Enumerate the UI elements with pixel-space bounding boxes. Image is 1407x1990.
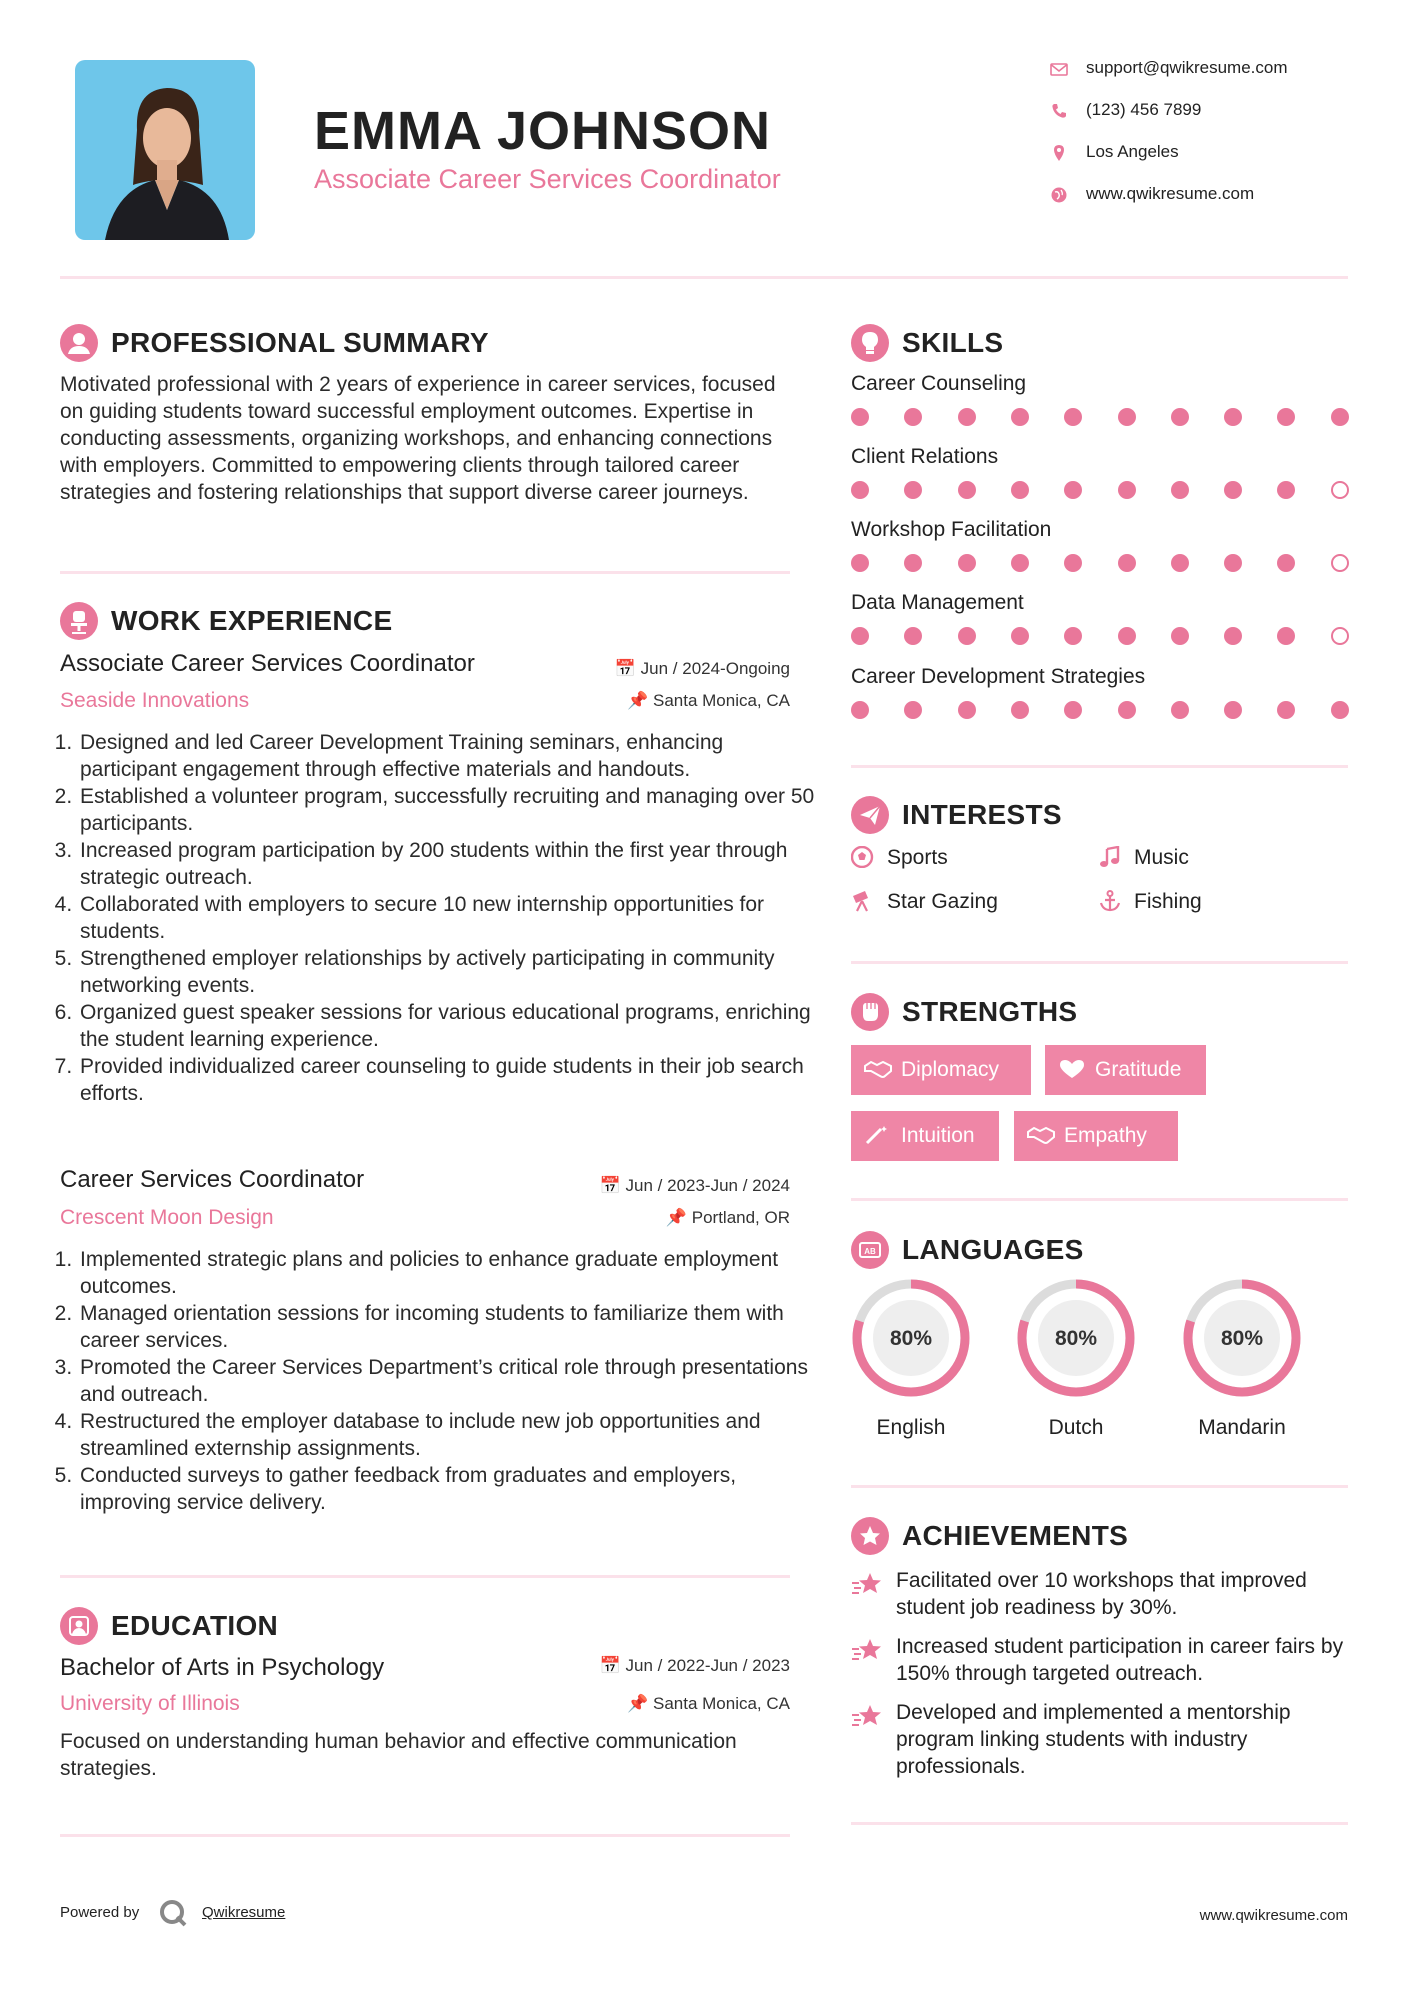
skill-dot-filled <box>1064 701 1082 719</box>
handshake-icon <box>863 1059 893 1079</box>
achievements-divider <box>851 1822 1348 1825</box>
language-percent: 80% <box>1220 1327 1264 1350</box>
interest-label: Music <box>1134 846 1189 869</box>
skill-dot-filled <box>1118 627 1136 645</box>
job-title: Career Services Coordinator <box>60 1166 365 1193</box>
skill-dot-filled <box>1171 701 1189 719</box>
education-location <box>627 1694 790 1714</box>
skill-dot-filled <box>1277 701 1295 719</box>
skill-dot-empty <box>1331 627 1349 645</box>
fist-icon <box>851 993 889 1031</box>
language-progress-ring <box>1181 1277 1303 1399</box>
summary-divider <box>60 571 790 574</box>
skill-dot-filled <box>1277 408 1295 426</box>
telescope-icon <box>851 890 875 912</box>
list-item: 2. Managed orientation sessions for incoming students to familiarize them with career services. <box>78 1300 818 1354</box>
profile-photo <box>75 60 255 240</box>
list-item: 4. Collaborated with employers to secure 10 new internship opportunities for students. <box>78 891 818 945</box>
job-company: Seaside Innovations <box>60 689 250 712</box>
interest-item <box>851 890 998 914</box>
skill-dot-filled <box>1118 408 1136 426</box>
skill-dot-filled <box>1224 408 1242 426</box>
job-company: Crescent Moon Design <box>60 1206 274 1229</box>
shooting-star-icon <box>851 1701 883 1731</box>
star-badge-icon <box>851 1517 889 1555</box>
skill-name: Career Counseling <box>851 372 1027 395</box>
list-item: 3. Promoted the Career Services Department’s critical role through presentations and outreach. <box>78 1354 818 1408</box>
skill-dot-filled <box>958 408 976 426</box>
language-item <box>1181 1277 1303 1440</box>
language-name: Dutch <box>1048 1416 1104 1439</box>
achievement-text: Developed and implemented a mentorship program linking students with industry professionals. <box>896 1701 1291 1778</box>
education-heading: EDUCATION <box>111 1610 279 1641</box>
skill-dot-filled <box>1064 408 1082 426</box>
skill-dot-filled <box>1011 408 1029 426</box>
svg-text:AB: AB <box>864 1247 876 1256</box>
contact-location-text: Los Angeles <box>1086 142 1179 161</box>
candidate-title: Associate Career Services Coordinator <box>314 164 781 194</box>
calendar-icon: 📅 <box>599 1656 621 1675</box>
skill-dot-filled <box>1064 554 1082 572</box>
achievements-heading: ACHIEVEMENTS <box>902 1520 1129 1551</box>
interests-heading: INTERESTS <box>902 799 1062 830</box>
skill-rating <box>851 627 1351 647</box>
skill-dot-filled <box>1171 627 1189 645</box>
languages-divider <box>851 1485 1348 1488</box>
globe-icon <box>1050 186 1068 204</box>
contact-website-text: www.qwikresume.com <box>1086 184 1255 203</box>
language-percent: 80% <box>1054 1327 1098 1350</box>
skill-rating <box>851 554 1351 574</box>
shooting-star-icon <box>851 1569 883 1599</box>
handshake-icon <box>1026 1125 1056 1145</box>
strength-label: Gratitude <box>1095 1058 1182 1081</box>
skill-dot-filled <box>851 481 869 499</box>
education-description: Focused on understanding human behavior and effective communication strategies. <box>60 1730 737 1780</box>
skill-dot-empty <box>1331 481 1349 499</box>
job-title: Associate Career Services Coordinator <box>60 650 475 677</box>
chair-icon <box>60 602 98 640</box>
skill-dot-filled <box>851 554 869 572</box>
job-date <box>600 1176 790 1196</box>
education-date-text: Jun / 2022-Jun / 2023 <box>625 1656 790 1675</box>
skill-dot-filled <box>851 627 869 645</box>
skill-dot-filled <box>1171 481 1189 499</box>
job-bullets <box>60 729 818 1107</box>
language-item <box>850 1277 972 1440</box>
strength-tag <box>1014 1111 1178 1161</box>
skill-dot-filled <box>1277 554 1295 572</box>
language-name: English <box>876 1416 946 1439</box>
candidate-name: EMMA JOHNSON <box>314 101 772 161</box>
skill-name: Client Relations <box>851 445 999 468</box>
strength-tag <box>851 1045 1031 1095</box>
skill-dot-filled <box>1118 554 1136 572</box>
skill-rating <box>851 481 1351 501</box>
calendar-icon: 📅 <box>614 659 636 678</box>
language-progress-ring <box>850 1277 972 1399</box>
shooting-star-icon <box>851 1635 883 1665</box>
skill-name: Career Development Strategies <box>851 665 1146 688</box>
job-location <box>666 1208 790 1228</box>
experience-divider <box>60 1575 790 1578</box>
skill-dot-filled <box>958 701 976 719</box>
list-item: 1. Implemented strategic plans and policies to enhance graduate employment outcomes. <box>78 1246 818 1300</box>
degree-title: Bachelor of Arts in Psychology <box>60 1654 385 1681</box>
header-divider <box>60 276 1348 279</box>
list-item: 3. Increased program participation by 200 students within the first year through strategic outreach. <box>78 837 818 891</box>
job-date-text: Jun / 2023-Jun / 2024 <box>625 1176 790 1195</box>
interest-item <box>1098 846 1189 870</box>
skill-dot-filled <box>1118 481 1136 499</box>
job-date <box>615 659 790 679</box>
skills-heading: SKILLS <box>902 327 1004 358</box>
list-item: 6. Organized guest speaker sessions for various educational programs, enriching the student learning experience. <box>78 999 818 1053</box>
skill-dot-filled <box>904 408 922 426</box>
music-note-icon <box>1098 846 1122 868</box>
skill-dot-filled <box>851 408 869 426</box>
education-location-text: Santa Monica, CA <box>652 1694 790 1713</box>
summary-heading: PROFESSIONAL SUMMARY <box>111 327 489 358</box>
pushpin-icon: 📌 <box>665 1208 687 1227</box>
qwikresume-link[interactable]: Qwikresume <box>202 1904 286 1921</box>
soccer-ball-icon <box>851 846 875 868</box>
qwikresume-logo-icon <box>158 1898 188 1928</box>
list-item: 7. Provided individualized career counseling to guide students in their job search efforts. <box>78 1053 818 1107</box>
language-item <box>1015 1277 1137 1440</box>
strength-tag <box>1045 1045 1206 1095</box>
strength-label: Intuition <box>901 1124 975 1147</box>
graduate-icon <box>60 1607 98 1645</box>
strengths-divider <box>851 1198 1348 1201</box>
skill-dot-filled <box>1224 627 1242 645</box>
skill-dot-filled <box>1011 554 1029 572</box>
language-percent: 80% <box>889 1327 933 1350</box>
skill-dot-filled <box>851 701 869 719</box>
job-location-text: Portland, OR <box>691 1208 790 1227</box>
job-location <box>627 691 790 711</box>
skill-dot-filled <box>904 627 922 645</box>
skill-dot-filled <box>1011 627 1029 645</box>
interest-label: Sports <box>887 846 948 869</box>
pushpin-icon: 📌 <box>627 1694 649 1713</box>
skill-name: Data Management <box>851 591 1024 614</box>
list-item: 2. Established a volunteer program, successfully recruiting and managing over 50 participants. <box>78 783 818 837</box>
interest-label: Star Gazing <box>887 890 998 913</box>
languages-heading: LANGUAGES <box>902 1234 1084 1265</box>
calendar-icon: 📅 <box>599 1176 621 1195</box>
skill-dot-filled <box>958 554 976 572</box>
skill-rating <box>851 408 1351 428</box>
job-date-text: Jun / 2024-Ongoing <box>640 659 790 678</box>
skill-rating <box>851 701 1351 721</box>
skill-dot-filled <box>1064 481 1082 499</box>
education-date <box>600 1656 790 1676</box>
skill-dot-filled <box>1277 481 1295 499</box>
experience-heading: WORK EXPERIENCE <box>111 605 393 636</box>
achievement-text: Increased student participation in career fairs by 150% through targeted outreach. <box>896 1635 1344 1685</box>
skill-dot-filled <box>1171 554 1189 572</box>
contact-phone-text: (123) 456 7899 <box>1086 100 1202 119</box>
education-divider <box>60 1834 790 1837</box>
anchor-icon <box>1098 890 1122 912</box>
skill-dot-filled <box>1064 627 1082 645</box>
user-icon <box>60 324 98 362</box>
skill-dot-filled <box>1118 701 1136 719</box>
strength-tag <box>851 1111 999 1161</box>
list-item: 1. Designed and led Career Development Training seminars, enhancing participant engagement through effective materials and handouts. <box>78 729 818 783</box>
list-item: 5. Strengthened employer relationships by actively participating in community networking events. <box>78 945 818 999</box>
language-name: Mandarin <box>1198 1416 1286 1439</box>
lightbulb-icon <box>851 324 889 362</box>
pushpin-icon: 📌 <box>627 691 649 710</box>
list-item: 4. Restructured the employer database to include new job opportunities and streamlined externship assignments. <box>78 1408 818 1462</box>
skill-dot-filled <box>904 481 922 499</box>
skill-dot-filled <box>958 481 976 499</box>
strength-label: Empathy <box>1064 1124 1147 1147</box>
mail-icon <box>1050 60 1068 78</box>
summary-text: Motivated professional with 2 years of experience in career services, focused on guiding students toward successful employment outcomes. Expertise in conducting assessments, organizing workshops, and enhancing connections with employers. Committed to empowering clients through tailored career strategies and fostering relationships that support diverse career journeys. <box>60 373 776 504</box>
skills-divider <box>851 765 1348 768</box>
job-location-text: Santa Monica, CA <box>652 691 790 710</box>
phone-icon <box>1050 102 1068 120</box>
skill-dot-filled <box>1224 554 1242 572</box>
language-card-icon <box>851 1231 889 1269</box>
interest-item <box>851 846 948 870</box>
powered-by-label: Powered by <box>60 1904 140 1921</box>
footer-website[interactable]: www.qwikresume.com <box>1199 1907 1348 1924</box>
interest-item <box>1098 890 1202 914</box>
skill-dot-filled <box>1224 701 1242 719</box>
skill-dot-filled <box>904 554 922 572</box>
skill-dot-filled <box>1224 481 1242 499</box>
heart-icon <box>1057 1059 1087 1079</box>
paper-plane-icon <box>851 796 889 834</box>
interests-divider <box>851 961 1348 964</box>
achievement-text: Facilitated over 10 workshops that improved student job readiness by 30%. <box>896 1569 1307 1619</box>
skill-dot-empty <box>1331 554 1349 572</box>
location-pin-icon <box>1050 144 1068 162</box>
language-progress-ring <box>1015 1277 1137 1399</box>
skill-dot-filled <box>958 627 976 645</box>
skill-dot-filled <box>1331 701 1349 719</box>
skill-dot-filled <box>1277 627 1295 645</box>
strength-label: Diplomacy <box>901 1058 1000 1081</box>
interest-label: Fishing <box>1134 890 1202 913</box>
skill-dot-filled <box>1171 408 1189 426</box>
skill-dot-filled <box>1011 701 1029 719</box>
strengths-heading: STRENGTHS <box>902 996 1078 1027</box>
skill-name: Workshop Facilitation <box>851 518 1052 541</box>
job-bullets <box>60 1246 818 1516</box>
list-item: 5. Conducted surveys to gather feedback from graduates and employers, improving service delivery. <box>78 1462 818 1516</box>
school-name: University of Illinois <box>60 1692 240 1715</box>
skill-dot-filled <box>904 701 922 719</box>
contact-email-text: support@qwikresume.com <box>1086 58 1288 77</box>
skill-dot-filled <box>1331 408 1349 426</box>
magic-wand-icon <box>863 1125 893 1145</box>
skill-dot-filled <box>1011 481 1029 499</box>
